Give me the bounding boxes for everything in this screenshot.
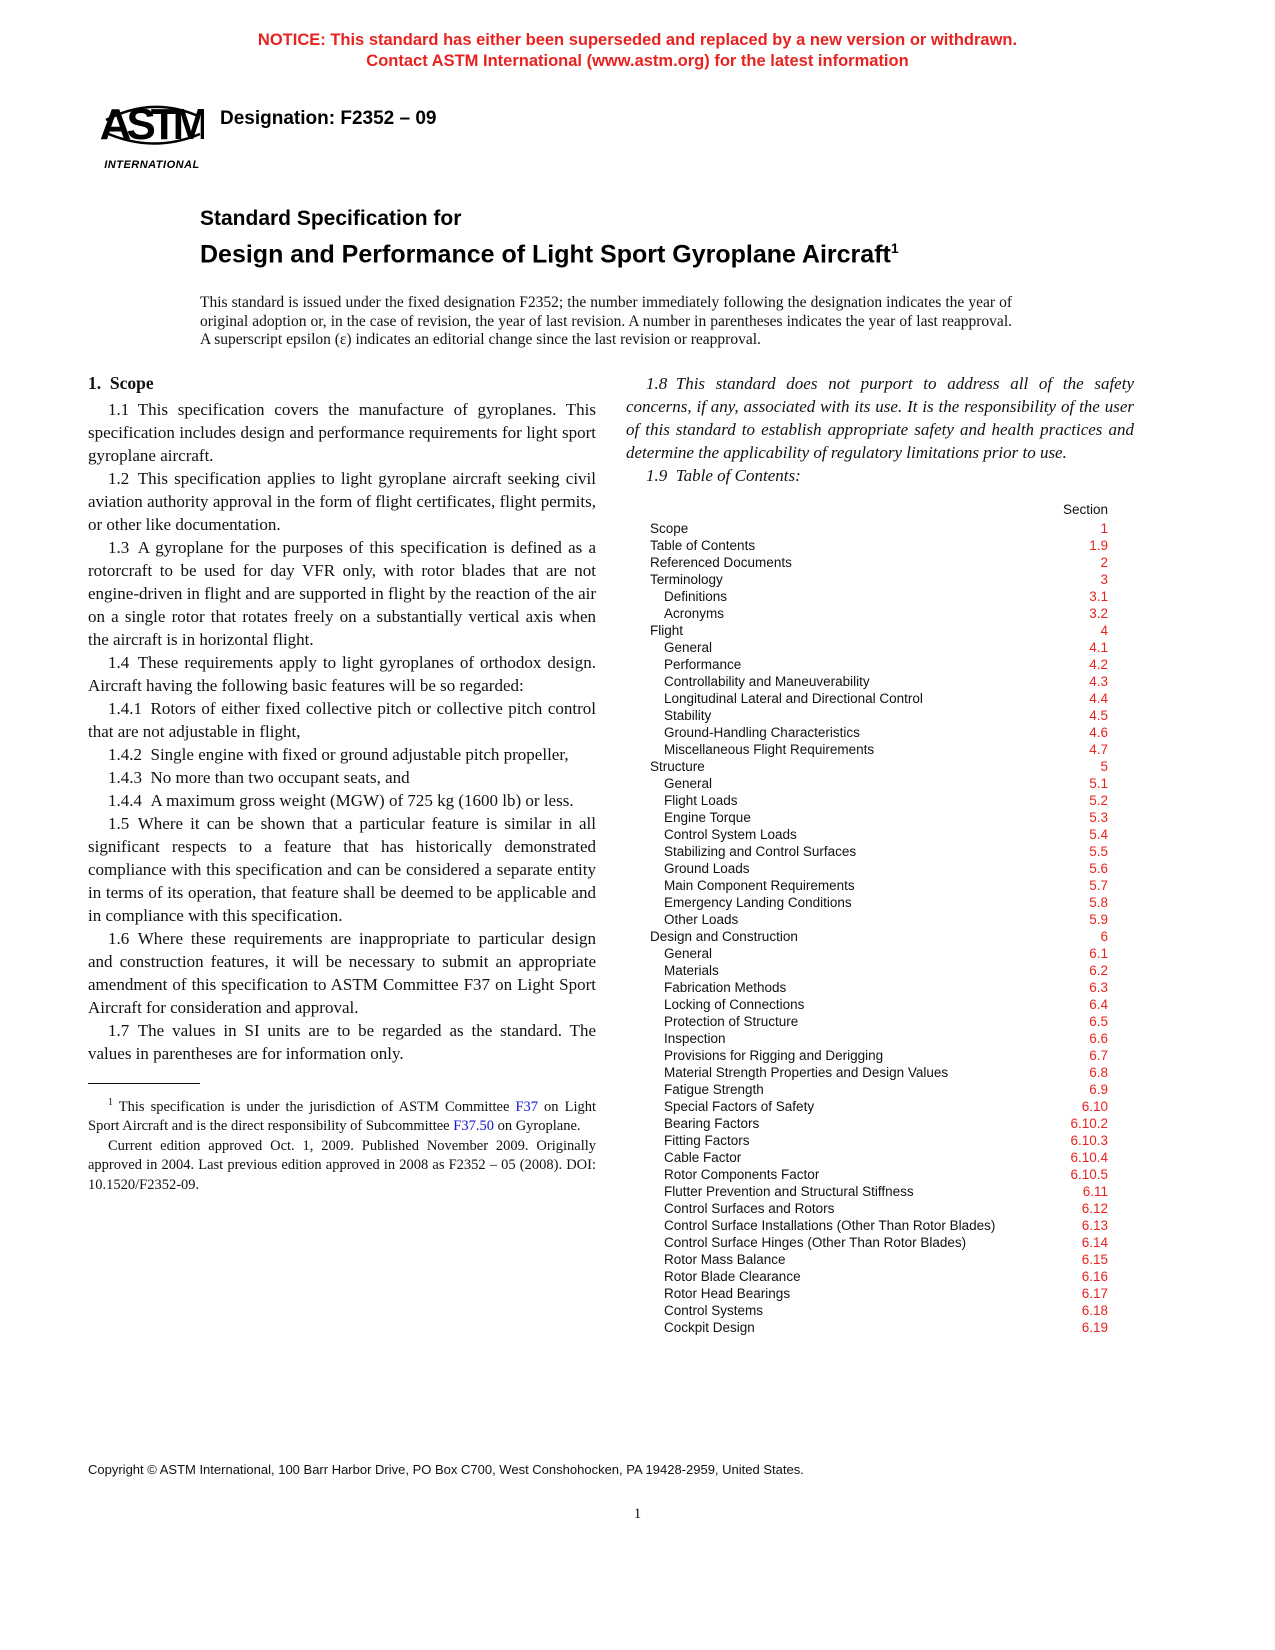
toc-row <box>650 1013 1108 1030</box>
toc-row <box>650 1030 1108 1047</box>
footnote-divider <box>88 1083 200 1084</box>
toc-row <box>650 945 1108 962</box>
toc-entry-label: Cable Factor <box>664 1149 742 1165</box>
toc-row <box>650 707 1108 724</box>
toc-entry-label: Materials <box>664 962 719 978</box>
toc-row <box>650 1251 1108 1268</box>
toc-entry-label: Controllability and Maneuverability <box>664 673 870 689</box>
footnote-marker: 1 <box>108 1096 113 1108</box>
toc-entry-section-link[interactable]: 4.5 <box>1089 707 1108 723</box>
toc-row <box>650 656 1108 673</box>
toc-entry-section-link[interactable]: 4.3 <box>1089 673 1108 689</box>
toc-entry-label: Emergency Landing Conditions <box>664 894 852 910</box>
toc-row <box>650 673 1108 690</box>
toc-row <box>650 843 1108 860</box>
toc-entry-label: Flight <box>650 622 684 638</box>
subcommittee-f37-50-link[interactable]: F37.50 <box>453 1118 494 1135</box>
toc-entry-label: Protection of Structure <box>664 1013 799 1029</box>
toc-entry-label: Special Factors of Safety <box>664 1098 815 1114</box>
paragraph-1-1: 1.1 This specification covers the manufacture of gyroplanes. This specification includes design and performance requirements for light sport gyroplane aircraft. <box>88 399 596 465</box>
toc-entry-section-link[interactable]: 5.8 <box>1089 894 1108 910</box>
paragraph-1-6: 1.6 Where these requirements are inappropriate to particular design and construction features, it will be necessary to submit an appropriate amendment of this specification to ASTM Committee F37 on Light Sport Aircraft for consideration and approval. <box>88 928 596 1017</box>
toc-entry-section-link[interactable]: 4.1 <box>1089 639 1108 655</box>
footnote-area <box>88 1083 596 1195</box>
toc-row <box>650 1319 1108 1336</box>
standard-preamble: This standard is issued under the fixed designation F2352; the number immediately following the designation indicates the year of original adoption or, in the case of revision, the year of last revision. A number in parentheses indicates the year of last reapproval. A superscript epsilon (ε) indicates an editorial change since the last revision or reapproval. <box>200 294 1012 349</box>
toc-entry-section-link[interactable]: 6.6 <box>1089 1030 1108 1046</box>
toc-entry-section-link[interactable]: 4 <box>1100 622 1108 638</box>
left-column <box>88 372 596 1336</box>
notice-line-1: NOTICE: This standard has either been superseded and replaced by a new version or withdrawn. <box>257 31 1018 49</box>
footnote-text-1: This specification is under the jurisdiction of ASTM Committee <box>113 1098 516 1115</box>
toc-entry-section-link[interactable]: 6.11 <box>1082 1183 1108 1199</box>
toc-row <box>650 1217 1108 1234</box>
toc-entry-label: Fatigue Strength <box>664 1081 764 1097</box>
table-of-contents <box>650 501 1108 1336</box>
toc-entry-section-link[interactable]: 6.7 <box>1089 1047 1108 1063</box>
toc-entry-label: Rotor Head Bearings <box>664 1285 791 1301</box>
toc-entry-label: Table of Contents <box>650 537 756 553</box>
toc-row <box>650 758 1108 775</box>
toc-row <box>650 1098 1108 1115</box>
toc-entry-label: Main Component Requirements <box>664 877 855 893</box>
toc-entry-label: Engine Torque <box>664 809 751 825</box>
scope-heading: 1. Scope <box>88 372 154 393</box>
paragraph-1-8: 1.8 This standard does not purport to address all of the safety concerns, if any, associated with its use. It is the responsibility of the user of this standard to establish appropriate safety and health practices and determine the applicability of regulatory limitations prior to use. <box>626 373 1134 462</box>
toc-row <box>650 826 1108 843</box>
toc-entry-section-link[interactable]: 5.3 <box>1089 809 1108 825</box>
page-number: 1 <box>633 1506 642 1522</box>
toc-entry-section-link[interactable]: 6.14 <box>1081 1234 1108 1250</box>
title-kind: Standard Specification for <box>200 207 462 230</box>
toc-row <box>650 996 1108 1013</box>
page-title <box>200 232 1275 270</box>
designation: Designation: F2352 – 09 <box>220 108 437 129</box>
footnote-text-2: on Light Sport Aircraft and is the direct responsibility of Subcommittee <box>88 1098 597 1135</box>
toc-entry-section-link[interactable]: 3.2 <box>1089 605 1108 621</box>
toc-row <box>650 979 1108 996</box>
toc-row <box>650 1268 1108 1285</box>
toc-entry-label: Flight Loads <box>664 792 738 808</box>
title-footnote-ref: 1 <box>890 240 899 256</box>
toc-entry-section-link[interactable]: 6.16 <box>1081 1268 1108 1284</box>
toc-entry-section-link[interactable]: 4.6 <box>1089 724 1108 740</box>
toc-row <box>650 792 1108 809</box>
toc-row <box>650 639 1108 656</box>
toc-entry-section-link[interactable]: 6.19 <box>1081 1319 1108 1335</box>
astm-logo <box>100 92 204 171</box>
toc-entry-label: Provisions for Rigging and Derigging <box>664 1047 884 1063</box>
toc-entry-section-link[interactable]: 5.6 <box>1089 860 1108 876</box>
toc-entry-section-link[interactable]: 3 <box>1100 571 1108 587</box>
paragraph-1-9: 1.9 Table of Contents: <box>646 465 801 485</box>
astm-logo-text: ASTM <box>100 100 204 149</box>
toc-entry-section-link[interactable]: 6.8 <box>1089 1064 1108 1080</box>
toc-entry-section-link[interactable]: 6.5 <box>1089 1013 1108 1029</box>
toc-entry-section-link[interactable]: 6.4 <box>1089 996 1108 1012</box>
body-columns <box>88 372 1135 1336</box>
toc-entry-section-link[interactable]: 5 <box>1100 758 1108 774</box>
toc-row <box>650 622 1108 639</box>
paragraph-1-4-3: 1.4.3 No more than two occupant seats, and <box>108 767 410 787</box>
paragraph-1-4-4: 1.4.4 A maximum gross weight (MGW) of 725 kg (1600 lb) or less. <box>108 790 574 810</box>
toc-entry-label: Stability <box>664 707 712 723</box>
toc-row <box>650 605 1108 622</box>
toc-entry-section-link[interactable]: 1.9 <box>1089 537 1108 553</box>
toc-row <box>650 724 1108 741</box>
toc-row <box>650 1149 1108 1166</box>
toc-entry-label: Stabilizing and Control Surfaces <box>664 843 857 859</box>
toc-entry-label: Ground Loads <box>664 860 750 876</box>
toc-entry-label: Control Surfaces and Rotors <box>664 1200 835 1216</box>
toc-entry-label: Control Surface Hinges (Other Than Rotor Blades) <box>664 1234 967 1250</box>
footnote-text-3: on Gyroplane. <box>493 1118 581 1135</box>
paragraph-1-4-1: 1.4.1 Rotors of either fixed collective pitch or collective pitch control that are not adjustable in flight, <box>88 698 596 741</box>
paragraph-1-2: 1.2 This specification applies to light gyroplane aircraft seeking civil aviation authority approval in the form of flight certificates, flight permits, or other like documentation. <box>88 468 596 534</box>
paragraph-1-7: 1.7 The values in SI units are to be regarded as the standard. The values in parentheses are for information only. <box>88 1020 596 1063</box>
paragraph-1-4: 1.4 These requirements apply to light gyroplanes of orthodox design. Aircraft having the following basic features will be so regarded: <box>88 652 596 695</box>
toc-row <box>650 537 1108 554</box>
committee-f37-link[interactable]: F37 <box>515 1098 539 1115</box>
toc-section-header: Section <box>1062 501 1108 517</box>
toc-entry-label: Other Loads <box>664 911 739 927</box>
toc-entry-section-link[interactable]: 6.10.5 <box>1070 1166 1108 1182</box>
toc-entry-section-link[interactable]: 5.2 <box>1089 792 1108 808</box>
toc-row <box>650 775 1108 792</box>
toc-entry-section-link[interactable]: 6.13 <box>1081 1217 1108 1233</box>
toc-row <box>650 860 1108 877</box>
toc-entry-label: Miscellaneous Flight Requirements <box>664 741 875 757</box>
toc-entry-label: Material Strength Properties and Design Values <box>664 1064 949 1080</box>
toc-entry-section-link[interactable]: 5.4 <box>1089 826 1108 842</box>
toc-entry-label: Acronyms <box>664 605 725 621</box>
footnote-jurisdiction <box>88 1093 596 1137</box>
copyright-line: Copyright © ASTM International, 100 Barr Harbor Drive, PO Box C700, West Conshohocken, PA 19428-2959, United States. <box>88 1462 804 1477</box>
toc-row <box>650 1115 1108 1132</box>
toc-list <box>650 520 1108 1336</box>
toc-entry-label: Control System Loads <box>664 826 797 842</box>
toc-row <box>650 911 1108 928</box>
notice-line-2: Contact ASTM International (www.astm.org) for the latest information <box>366 52 909 70</box>
toc-entry-section-link[interactable]: 4.4 <box>1089 690 1108 706</box>
toc-entry-label: Rotor Components Factor <box>664 1166 820 1182</box>
toc-row <box>650 1132 1108 1149</box>
toc-entry-label: General <box>664 775 713 791</box>
toc-row <box>650 1285 1108 1302</box>
toc-entry-section-link[interactable]: 6.15 <box>1081 1251 1108 1267</box>
toc-entry-section-link[interactable]: 4.2 <box>1089 656 1108 672</box>
toc-row <box>650 1302 1108 1319</box>
toc-entry-section-link[interactable]: 6 <box>1100 928 1108 944</box>
toc-entry-label: Control Systems <box>664 1302 764 1318</box>
toc-entry-label: Cockpit Design <box>664 1319 755 1335</box>
astm-logo-international-label: INTERNATIONAL <box>104 159 200 171</box>
toc-entry-section-link[interactable]: 2 <box>1100 554 1108 570</box>
toc-entry-label: Inspection <box>664 1030 726 1046</box>
toc-entry-label: Definitions <box>664 588 728 604</box>
toc-entry-label: Fabrication Methods <box>664 979 787 995</box>
toc-entry-label: General <box>664 945 713 961</box>
toc-entry-label: Fitting Factors <box>664 1132 750 1148</box>
toc-entry-label: Bearing Factors <box>664 1115 760 1131</box>
toc-entry-label: Locking of Connections <box>664 996 805 1012</box>
paragraph-1-4-2: 1.4.2 Single engine with fixed or ground adjustable pitch propeller, <box>108 744 569 764</box>
toc-entry-label: Terminology <box>650 571 723 587</box>
toc-entry-section-link[interactable]: 6.2 <box>1089 962 1108 978</box>
toc-row <box>650 741 1108 758</box>
supersession-notice <box>0 0 1275 72</box>
toc-entry-section-link[interactable]: 5.9 <box>1089 911 1108 927</box>
document-header <box>100 92 1275 171</box>
toc-row <box>650 1183 1108 1200</box>
toc-entry-section-link[interactable]: 6.17 <box>1081 1285 1108 1301</box>
toc-row <box>650 809 1108 826</box>
toc-entry-section-link[interactable]: 5.7 <box>1089 877 1108 893</box>
toc-entry-label: Scope <box>650 520 689 536</box>
toc-row <box>650 962 1108 979</box>
paragraph-1-3: 1.3 A gyroplane for the purposes of this specification is defined as a rotorcraft to be used for day VFR only, with rotor blades that are not engine-driven in flight and are supported in flight by the reaction of the air on a single rotor that rotates freely on a substantially vertical axis when the aircraft is in horizontal flight. <box>88 537 596 649</box>
toc-entry-label: Control Surface Installations (Other Than Rotor Blades) <box>664 1217 996 1233</box>
toc-entry-label: Rotor Blade Clearance <box>664 1268 801 1284</box>
title-block <box>200 205 1275 270</box>
toc-entry-label: Structure <box>650 758 705 774</box>
footnote-edition: Current edition approved Oct. 1, 2009. Published November 2009. Originally approved in 2004. Last previous edition approved in 2008 as F2352 – 05 (2008). DOI: 10.1520/F2352-09. <box>88 1137 596 1193</box>
toc-entry-section-link[interactable]: 6.10 <box>1081 1098 1108 1114</box>
toc-row <box>650 1081 1108 1098</box>
toc-row <box>650 1166 1108 1183</box>
toc-row <box>650 928 1108 945</box>
toc-row <box>650 690 1108 707</box>
toc-entry-section-link[interactable]: 6.3 <box>1089 979 1108 995</box>
toc-row <box>650 554 1108 571</box>
toc-row <box>650 1047 1108 1064</box>
right-column <box>626 372 1134 1336</box>
toc-row <box>650 588 1108 605</box>
toc-row <box>650 571 1108 588</box>
toc-entry-section-link[interactable]: 1 <box>1100 520 1108 536</box>
toc-entry-label: Design and Construction <box>650 928 798 944</box>
toc-entry-section-link[interactable]: 4.7 <box>1089 741 1108 757</box>
toc-entry-section-link[interactable]: 6.10.3 <box>1070 1132 1108 1148</box>
title-text: Design and Performance of Light Sport Gyroplane Aircraft <box>200 240 891 269</box>
toc-row <box>650 1200 1108 1217</box>
toc-row <box>650 520 1108 537</box>
toc-row <box>650 1234 1108 1251</box>
toc-entry-section-link[interactable]: 6.9 <box>1089 1081 1108 1097</box>
toc-entry-section-link[interactable]: 3.1 <box>1089 588 1108 604</box>
toc-entry-section-link[interactable]: 5.5 <box>1089 843 1108 859</box>
toc-entry-section-link[interactable]: 6.10.2 <box>1070 1115 1108 1131</box>
toc-row <box>650 1064 1108 1081</box>
toc-entry-section-link[interactable]: 6.12 <box>1081 1200 1108 1216</box>
toc-entry-label: Flutter Prevention and Structural Stiffness <box>664 1183 914 1199</box>
toc-entry-label: General <box>664 639 713 655</box>
toc-entry-section-link[interactable]: 6.1 <box>1089 945 1108 961</box>
toc-entry-label: Longitudinal Lateral and Directional Control <box>664 690 923 706</box>
toc-entry-label: Rotor Mass Balance <box>664 1251 786 1267</box>
paragraph-1-5: 1.5 Where it can be shown that a particular feature is similar in all significant respects to a feature that has historically demonstrated compliance with this specification and can be considered a separate entity in terms of its operation, that feature shall be deemed to be applicable and in compliance with this specification. <box>88 813 596 925</box>
toc-row <box>650 894 1108 911</box>
toc-entry-section-link[interactable]: 6.10.4 <box>1070 1149 1108 1165</box>
toc-entry-section-link[interactable]: 6.18 <box>1081 1302 1108 1318</box>
toc-row <box>650 877 1108 894</box>
toc-entry-label: Ground-Handling Characteristics <box>664 724 860 740</box>
toc-entry-section-link[interactable]: 5.1 <box>1089 775 1108 791</box>
toc-entry-label: Performance <box>664 656 742 672</box>
astm-logo-icon <box>100 92 204 158</box>
toc-entry-label: Referenced Documents <box>650 554 792 570</box>
